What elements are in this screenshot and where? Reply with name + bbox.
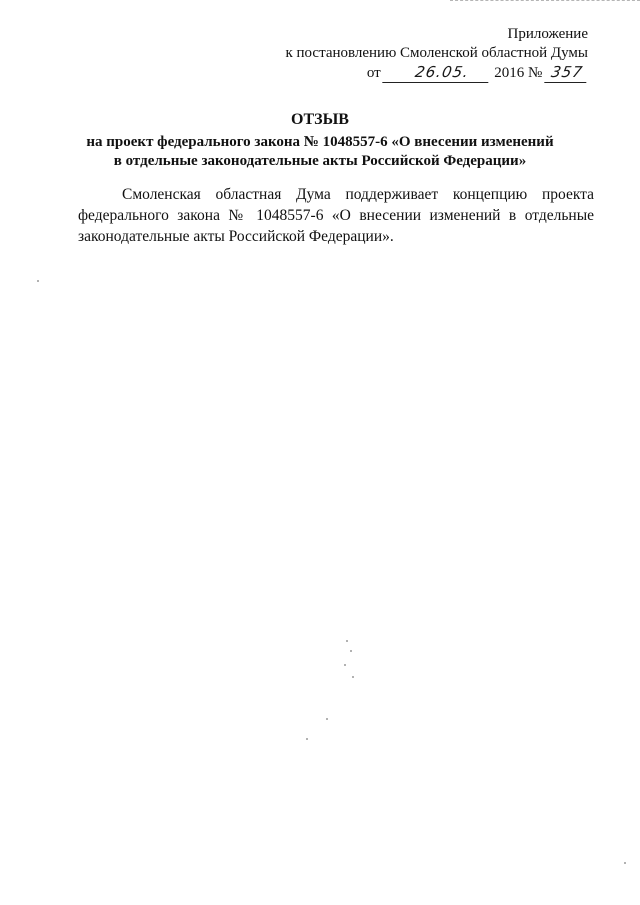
document-heading: ОТЗЫВ (291, 111, 349, 128)
scan-speck (37, 280, 39, 282)
appendix-label: Приложение (507, 26, 588, 42)
document-title-block (60, 110, 580, 171)
appendix-block (228, 25, 588, 83)
title-line-2: в отдельные законодательные акты Российской Федерации» (113, 153, 527, 169)
scan-speck (344, 664, 346, 666)
scan-edge-line (450, 0, 640, 2)
resolution-line: к постановлению Смоленской областной Думы (285, 45, 588, 61)
scan-speck (352, 676, 354, 678)
date-prefix: от (366, 65, 381, 81)
date-number-line (228, 63, 588, 83)
year-number-text: 2016 № (494, 65, 543, 81)
handwritten-number: 357 (544, 63, 590, 83)
scan-speck (624, 862, 626, 864)
title-line-1: на проект федерального закона № 1048557-6 «О внесении изменений (86, 134, 554, 150)
scan-speck (326, 718, 328, 720)
scan-speck (350, 650, 352, 652)
scan-speck (346, 640, 348, 642)
handwritten-date: 26.05. (383, 63, 493, 83)
body-paragraph: Смоленская областная Дума поддерживает концепцию проекта федерального закона № 1048557-6 «О внесении изменений в отдельные законодательные акты Российской Федерации». (78, 186, 594, 245)
scan-speck (306, 738, 308, 740)
